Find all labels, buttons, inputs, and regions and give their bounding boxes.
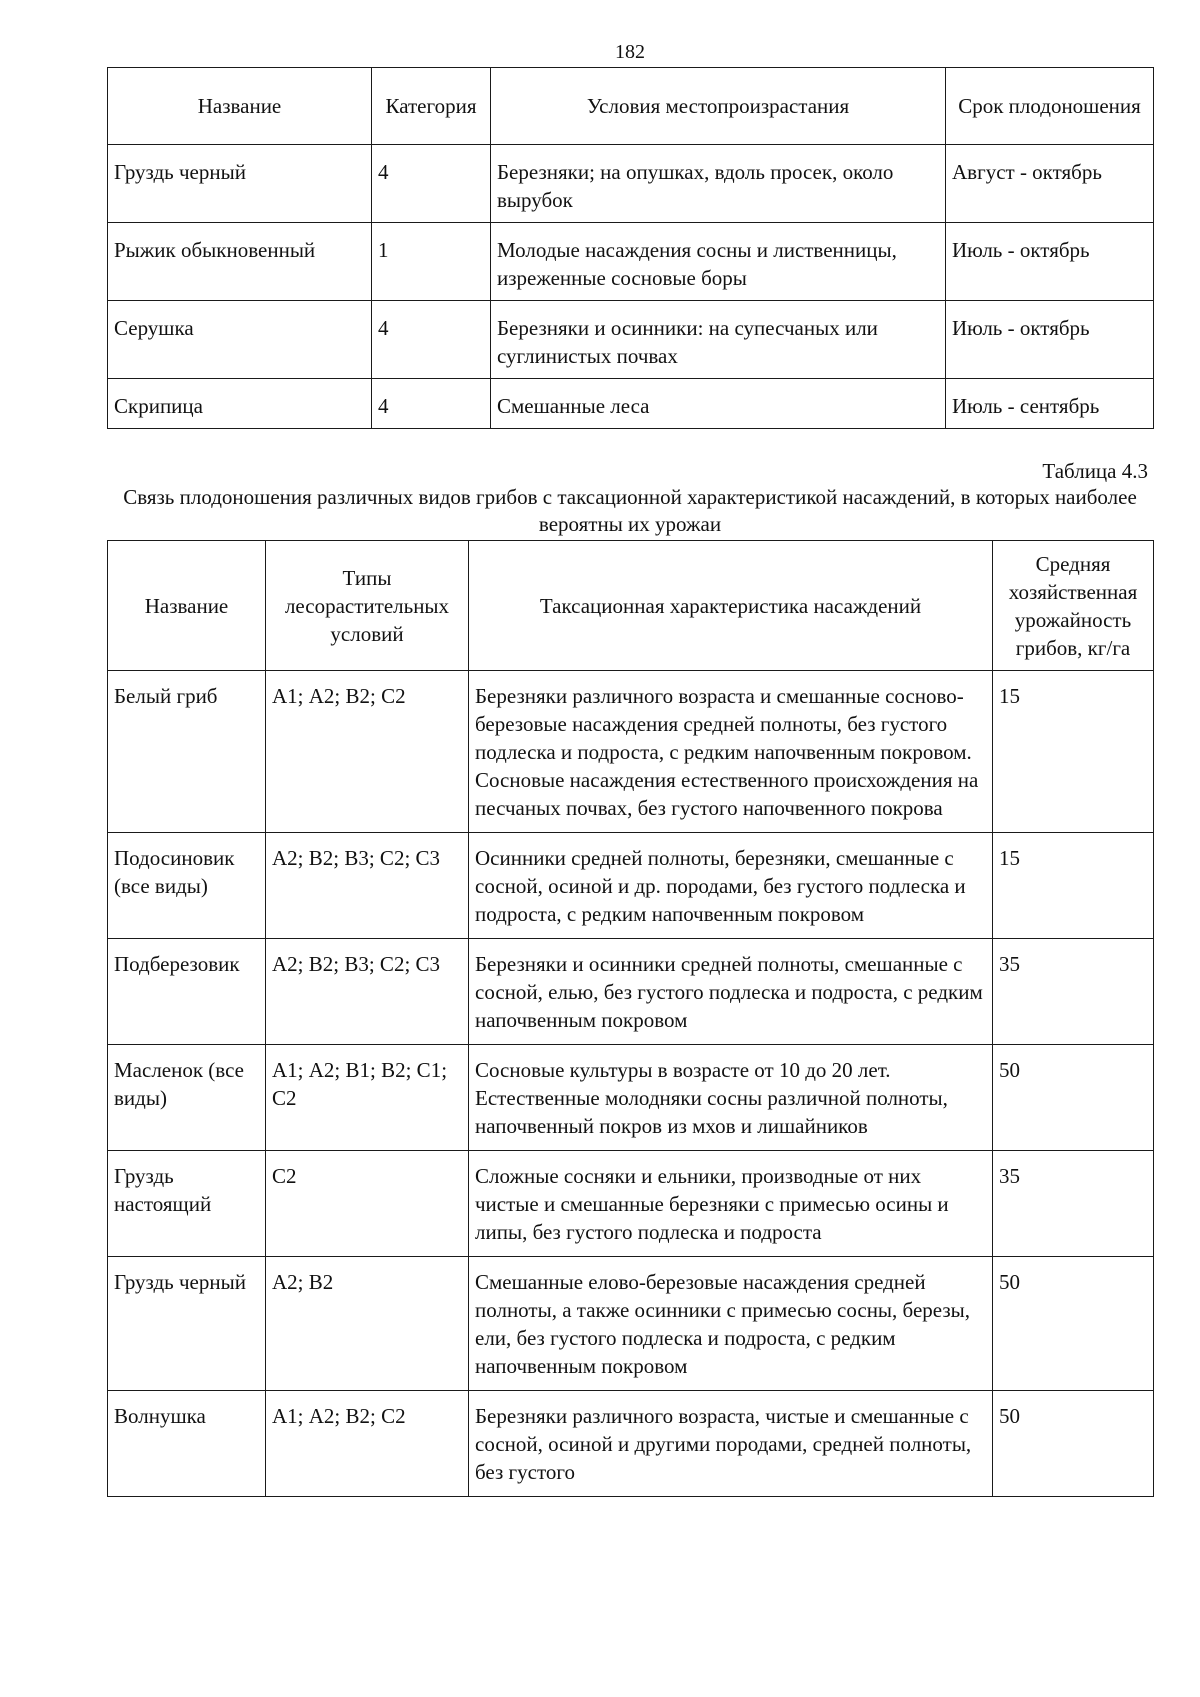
header-category: Категория bbox=[372, 68, 491, 145]
header-description: Таксационная характеристика насаждений bbox=[469, 541, 993, 671]
table-row bbox=[108, 223, 1154, 301]
cell-conditions: Смешанные леса bbox=[491, 379, 946, 429]
cell-category: 1 bbox=[372, 223, 491, 301]
cell-yield: 15 bbox=[993, 671, 1154, 833]
cell-category: 4 bbox=[372, 379, 491, 429]
cell-description: Сосновые культуры в возрасте от 10 до 20 лет. Естественные молодняки сосны различной полноты, напочвенный покров из мхов и лишайников bbox=[469, 1045, 993, 1151]
cell-category: 4 bbox=[372, 145, 491, 223]
cell-name: Серушка bbox=[108, 301, 372, 379]
cell-name: Груздь черный bbox=[108, 145, 372, 223]
cell-yield: 50 bbox=[993, 1391, 1154, 1497]
mushroom-yield-table bbox=[107, 540, 1154, 1497]
header-name: Название bbox=[108, 541, 266, 671]
cell-forest-types: А2; В2 bbox=[266, 1257, 469, 1391]
table-row bbox=[108, 1391, 1154, 1497]
cell-name: Масленок (все виды) bbox=[108, 1045, 266, 1151]
cell-name: Подберезовик bbox=[108, 939, 266, 1045]
table-row bbox=[108, 301, 1154, 379]
header-yield: Средняя хозяйственная урожайность грибов, кг/га bbox=[993, 541, 1154, 671]
header-name: Название bbox=[108, 68, 372, 145]
header-conditions: Условия местопроизрастания bbox=[491, 68, 946, 145]
cell-description: Березняки различного возраста, чистые и смешанные с сосной, осиной и другими породами, средней полноты, без густого bbox=[469, 1391, 993, 1497]
cell-description: Березняки различного возраста и смешанные сосново-березовые насаждения средней полноты, без густого подлеска и подроста, с редким напочвенным покровом. Сосновые насаждения естественного происхождения на песчаных почвах, без густого напочвенного покрова bbox=[469, 671, 993, 833]
cell-name: Груздь настоящий bbox=[108, 1151, 266, 1257]
cell-description: Березняки и осинники средней полноты, смешанные с сосной, елью, без густого подлеска и подроста, с редким напочвенным покровом bbox=[469, 939, 993, 1045]
cell-forest-types: А1; А2; В2; С2 bbox=[266, 1391, 469, 1497]
table-row bbox=[108, 833, 1154, 939]
page-number: 182 bbox=[615, 41, 645, 63]
cell-description: Сложные сосняки и ельники, производные от них чистые и смешанные березняки с примесью осины и липы, без густого подлеска и подроста bbox=[469, 1151, 993, 1257]
table-row bbox=[108, 671, 1154, 833]
cell-conditions: Березняки; на опушках, вдоль просек, около вырубок bbox=[491, 145, 946, 223]
cell-category: 4 bbox=[372, 301, 491, 379]
table-row bbox=[108, 145, 1154, 223]
table-row bbox=[108, 1045, 1154, 1151]
cell-forest-types: А1; А2; В2; С2 bbox=[266, 671, 469, 833]
cell-name: Подосиновик (все виды) bbox=[108, 833, 266, 939]
cell-period: Август - октябрь bbox=[946, 145, 1154, 223]
cell-period: Июль - октябрь bbox=[946, 223, 1154, 301]
cell-yield: 35 bbox=[993, 1151, 1154, 1257]
table-number: Таблица 4.3 bbox=[1042, 459, 1148, 483]
cell-description: Смешанные елово-березовые насаждения средней полноты, а также осинники с примесью сосны, березы, ели, без густого подлеска и подроста, с редким напочвенным покровом bbox=[469, 1257, 993, 1391]
table-header-row bbox=[108, 541, 1154, 671]
cell-yield: 50 bbox=[993, 1045, 1154, 1151]
cell-yield: 50 bbox=[993, 1257, 1154, 1391]
cell-description: Осинники средней полноты, березняки, смешанные с сосной, осиной и др. породами, без густого подлеска и подроста, с редким напочвенным покровом bbox=[469, 833, 993, 939]
table-row bbox=[108, 939, 1154, 1045]
cell-name: Рыжик обыкновенный bbox=[108, 223, 372, 301]
cell-period: Июль - октябрь bbox=[946, 301, 1154, 379]
cell-forest-types: А2; В2; В3; С2; С3 bbox=[266, 833, 469, 939]
table-title: Связь плодоношения различных видов грибов с таксационной характеристикой насаждений, в которых наиболее вероятны их урожаи bbox=[123, 485, 1137, 536]
cell-forest-types: С2 bbox=[266, 1151, 469, 1257]
cell-forest-types: А2; В2; В3; С2; С3 bbox=[266, 939, 469, 1045]
table-row bbox=[108, 1257, 1154, 1391]
cell-name: Белый гриб bbox=[108, 671, 266, 833]
cell-forest-types: А1; А2; В1; В2; С1; С2 bbox=[266, 1045, 469, 1151]
mushroom-habitat-table bbox=[107, 67, 1154, 429]
table-header-row bbox=[108, 68, 1154, 145]
cell-name: Груздь черный bbox=[108, 1257, 266, 1391]
cell-conditions: Березняки и осинники: на супесчаных или суглинистых почвах bbox=[491, 301, 946, 379]
cell-name: Волнушка bbox=[108, 1391, 266, 1497]
cell-yield: 15 bbox=[993, 833, 1154, 939]
cell-yield: 35 bbox=[993, 939, 1154, 1045]
header-period: Срок плодоношения bbox=[946, 68, 1154, 145]
cell-conditions: Молодые насаждения сосны и лиственницы, изреженные сосновые боры bbox=[491, 223, 946, 301]
table-row bbox=[108, 1151, 1154, 1257]
table-row bbox=[108, 379, 1154, 429]
cell-name: Скрипица bbox=[108, 379, 372, 429]
header-forest-types: Типы лесорастительных условий bbox=[266, 541, 469, 671]
cell-period: Июль - сентябрь bbox=[946, 379, 1154, 429]
